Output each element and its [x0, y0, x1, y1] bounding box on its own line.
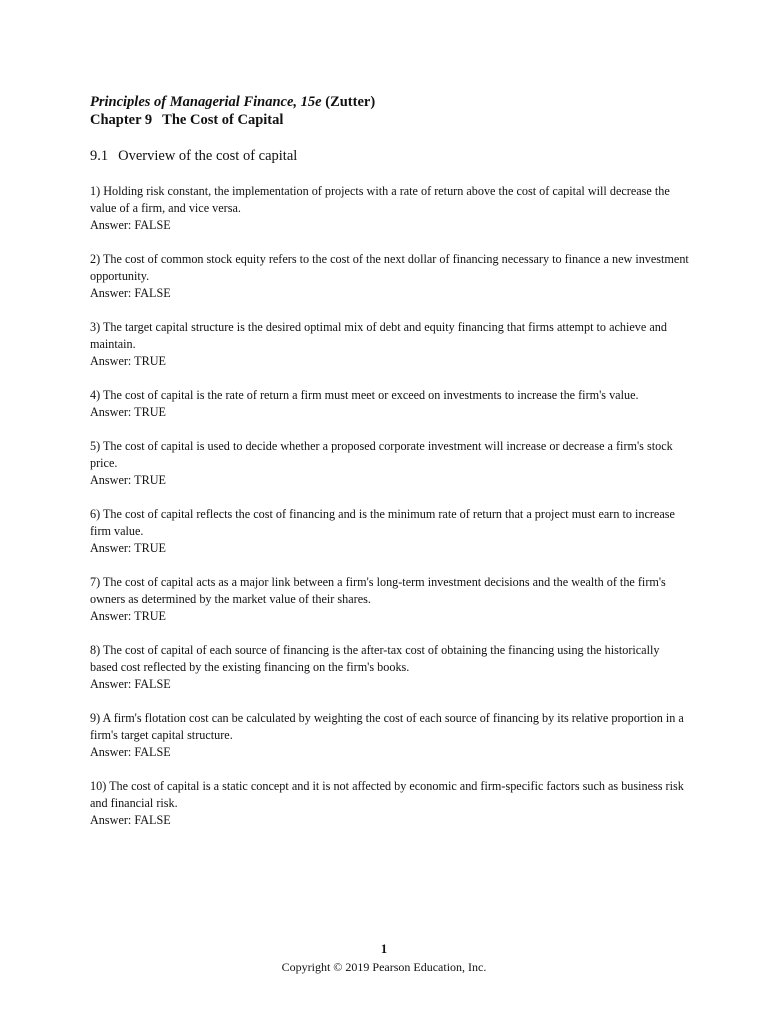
question-text: 7) The cost of capital acts as a major link between a firm's long-term investment decisions and the wealth of the firm's owners as determined by the market value of their shares.	[90, 575, 666, 606]
page-footer	[0, 940, 768, 976]
question-answer: Answer: FALSE	[90, 677, 171, 691]
question-item	[90, 574, 690, 625]
chapter-heading	[90, 111, 690, 129]
section-heading	[90, 147, 297, 165]
question-item	[90, 642, 690, 693]
question-item	[90, 251, 690, 302]
question-text: 9) A firm's flotation cost can be calculated by weighting the cost of each source of financing by its relative proportion in a firm's target capital structure.	[90, 711, 684, 742]
question-text: 5) The cost of capital is used to decide whether a proposed corporate investment will increase or decrease a firm's stock price.	[90, 439, 673, 470]
question-list	[90, 183, 690, 846]
question-item	[90, 506, 690, 557]
copyright-notice: Copyright © 2019 Pearson Education, Inc.	[281, 960, 487, 974]
question-item	[90, 778, 690, 829]
question-answer: Answer: TRUE	[90, 473, 166, 487]
question-text: 3) The target capital structure is the desired optimal mix of debt and equity financing that firms attempt to achieve and maintain.	[90, 320, 667, 351]
book-title: Principles of Managerial Finance, 15e	[90, 94, 322, 110]
question-answer: Answer: FALSE	[90, 813, 171, 827]
question-text: 4) The cost of capital is the rate of return a firm must meet or exceed on investments to increase the firm's value.	[90, 388, 639, 402]
question-text: 10) The cost of capital is a static concept and it is not affected by economic and firm-specific factors such as business risk and financial risk.	[90, 779, 684, 810]
book-title-line	[90, 93, 690, 111]
question-answer: Answer: TRUE	[90, 405, 166, 419]
section-number: 9.1	[90, 148, 109, 164]
page-number: 1	[380, 942, 388, 956]
document-header	[90, 93, 690, 129]
question-answer: Answer: TRUE	[90, 354, 166, 368]
book-author: (Zutter)	[325, 94, 376, 110]
question-answer: Answer: FALSE	[90, 218, 171, 232]
question-item	[90, 387, 690, 421]
chapter-label: Chapter 9	[90, 112, 153, 128]
question-text: 8) The cost of capital of each source of financing is the after-tax cost of obtaining the financing using the historically based cost reflected by the existing financing on the firm's books.	[90, 643, 660, 674]
question-text: 1) Holding risk constant, the implementation of projects with a rate of return above the cost of capital will decrease the value of a firm, and vice versa.	[90, 184, 670, 215]
question-answer: Answer: FALSE	[90, 745, 171, 759]
question-answer: Answer: TRUE	[90, 609, 166, 623]
question-text: 2) The cost of common stock equity refers to the cost of the next dollar of financing necessary to finance a new investment opportunity.	[90, 252, 689, 283]
question-answer: Answer: FALSE	[90, 286, 171, 300]
question-item	[90, 438, 690, 489]
question-item	[90, 183, 690, 234]
question-item	[90, 319, 690, 370]
question-answer: Answer: TRUE	[90, 541, 166, 555]
question-item	[90, 710, 690, 761]
question-text: 6) The cost of capital reflects the cost of financing and is the minimum rate of return that a project must earn to increase firm value.	[90, 507, 675, 538]
chapter-title: The Cost of Capital	[162, 112, 284, 128]
section-title: Overview of the cost of capital	[118, 148, 298, 164]
